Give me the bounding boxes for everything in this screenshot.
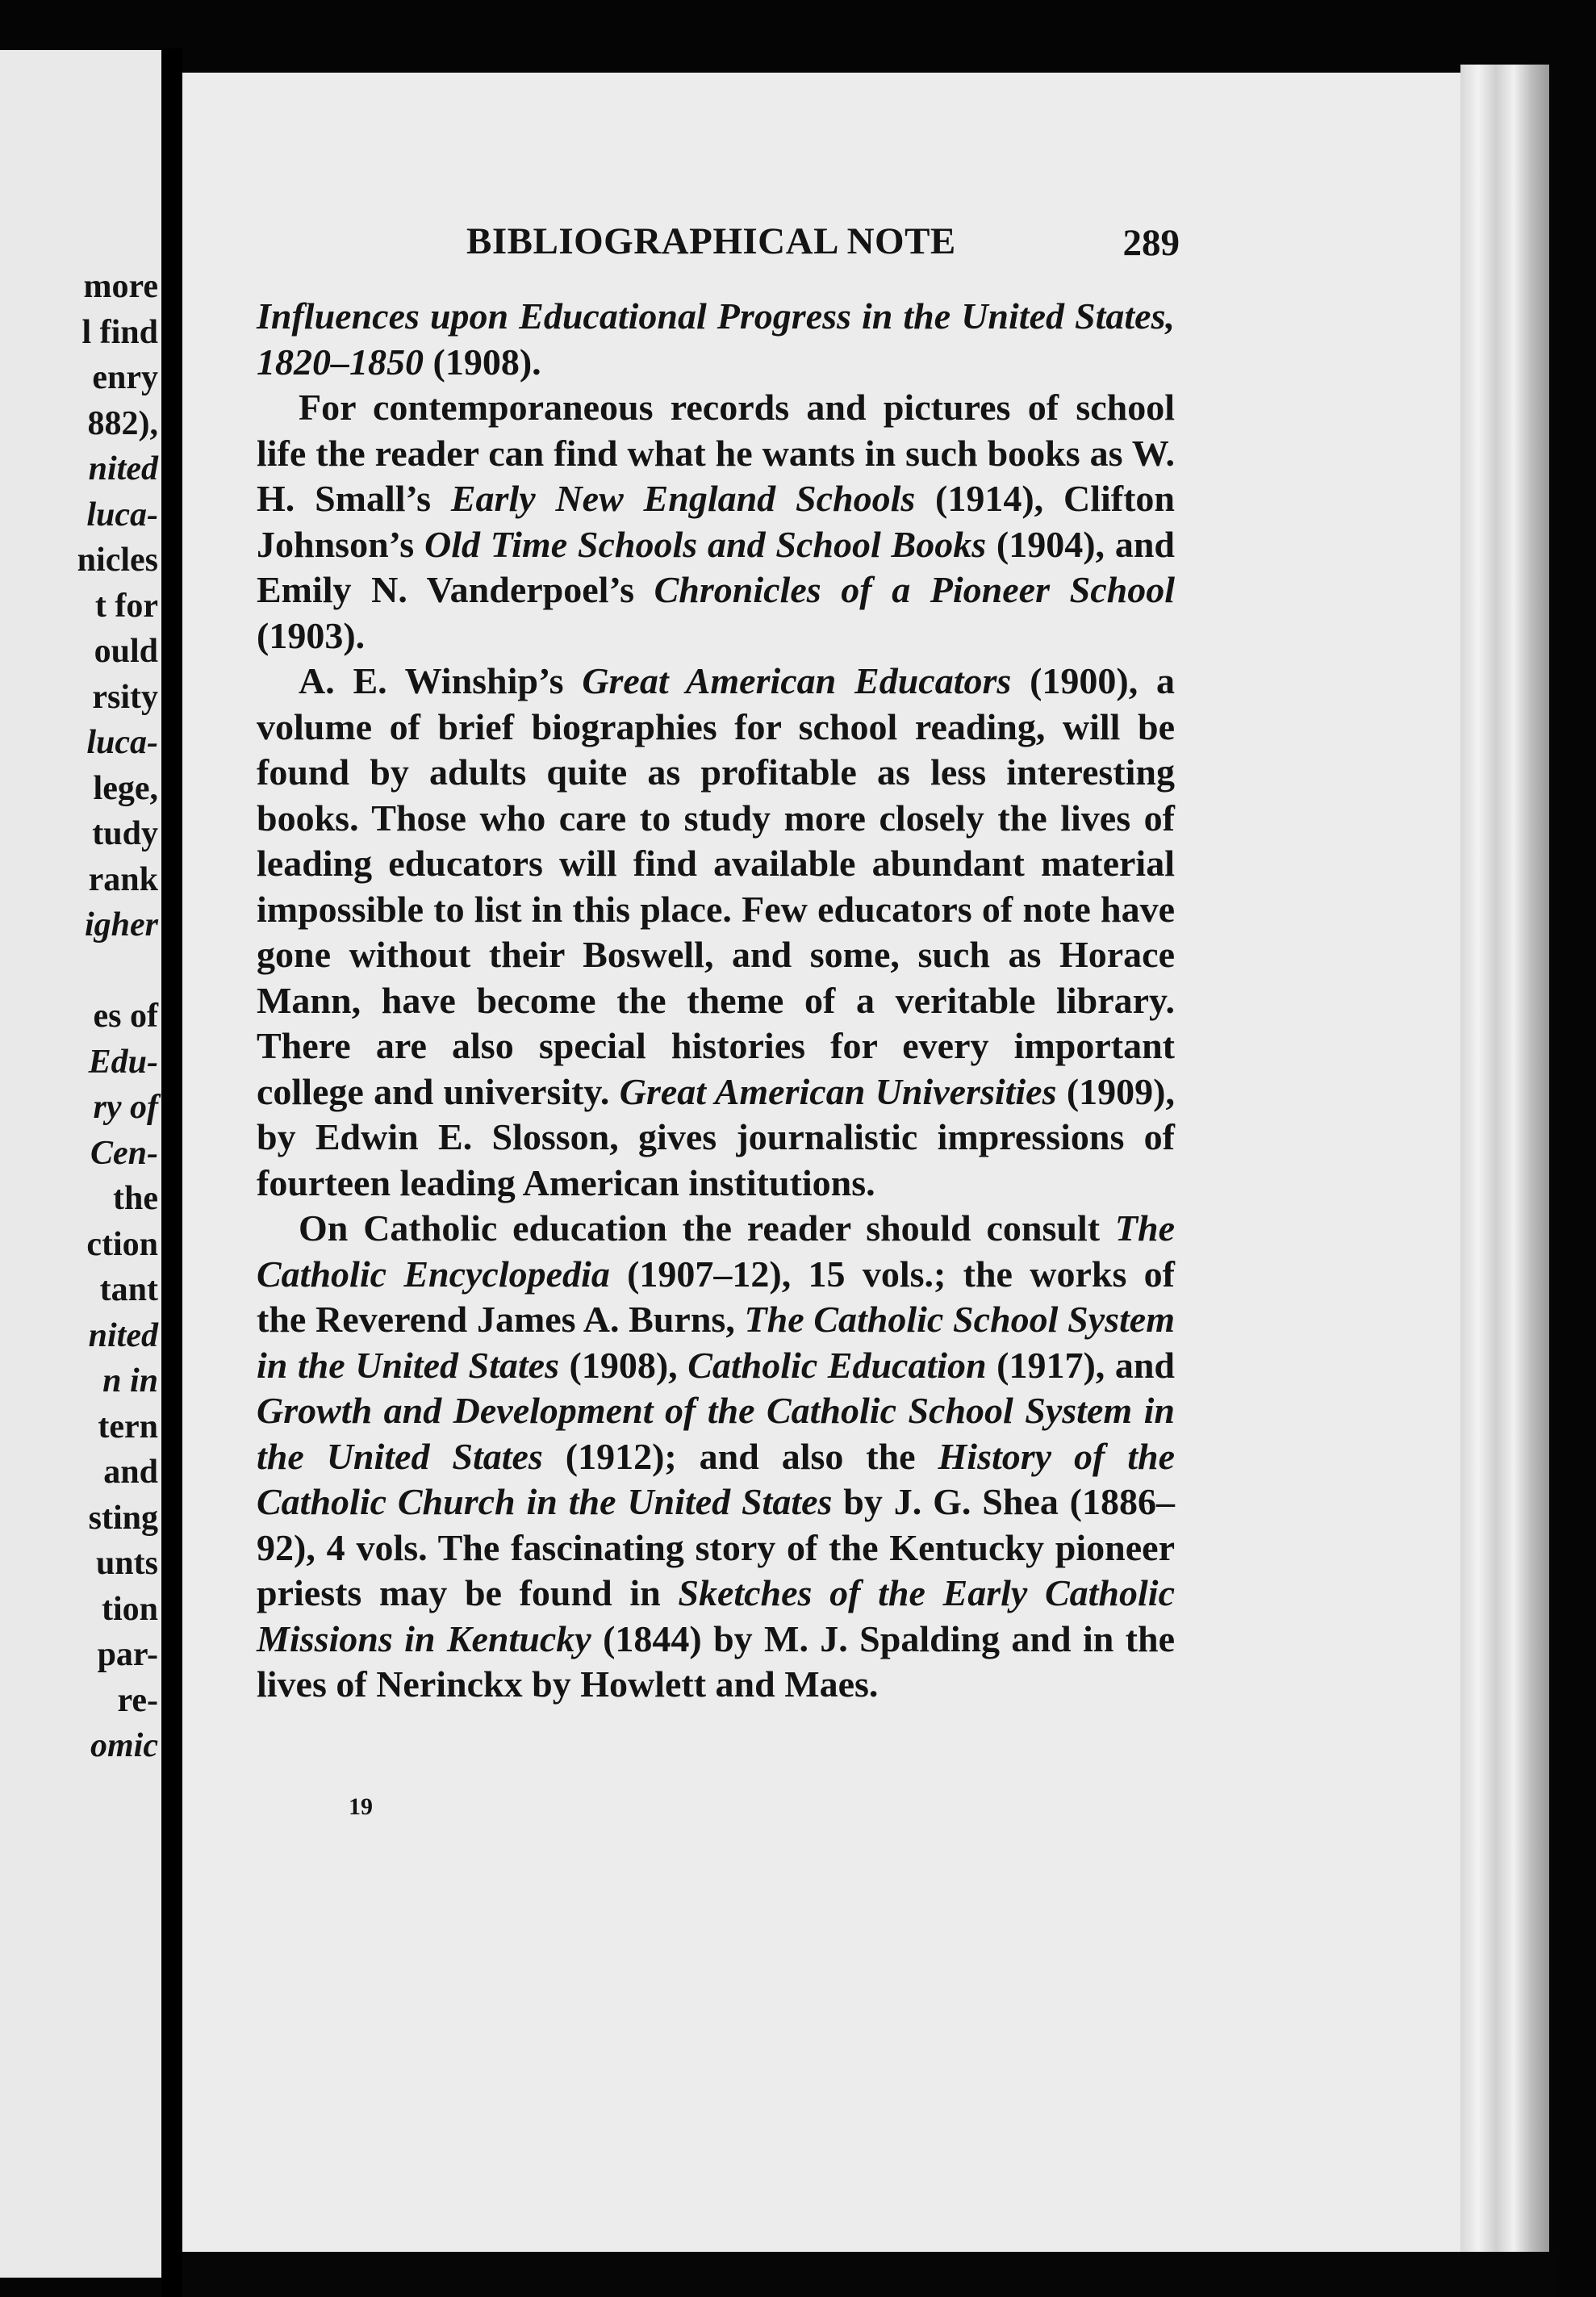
facing-page-line: tern — [98, 1408, 158, 1446]
facing-page-line: and — [103, 1454, 158, 1491]
facing-page-line: tant — [99, 1271, 158, 1308]
text-run: (1912); and also the — [542, 1435, 938, 1477]
text-run: (1903). — [257, 614, 366, 656]
facing-page-line: Edu- — [88, 1043, 158, 1081]
facing-page-line: l find — [81, 313, 158, 351]
text-run: On Catholic education the reader should consult — [299, 1207, 1115, 1249]
italic-title: The Catholic School System in the United States — [257, 1299, 1175, 1386]
facing-page-line: lege, — [93, 769, 158, 807]
facing-page-line: luca- — [86, 724, 158, 761]
facing-page-line: omic — [90, 1727, 158, 1764]
facing-page-line: nicles — [77, 542, 158, 579]
text-run: (1908), — [559, 1344, 688, 1386]
page-number: 289 — [1122, 222, 1180, 264]
facing-page-line: re- — [117, 1681, 158, 1719]
facing-page-line: luca- — [86, 496, 158, 533]
italic-title: Catholic Education — [687, 1344, 987, 1386]
paragraph — [257, 1206, 1175, 1708]
facing-page-line: par- — [97, 1636, 158, 1673]
scan-border — [182, 2252, 1554, 2297]
italic-title: The Catholic Encyclopedia — [257, 1207, 1175, 1295]
facing-page-line: unts — [95, 1545, 158, 1582]
italic-title: Old Time Schools and School Books — [424, 523, 987, 565]
italic-title: Early New England Schools — [450, 478, 916, 519]
italic-title: Influences upon Educational Progress in the United States, 1820–1850 — [257, 295, 1175, 383]
facing-page-line: the — [113, 1180, 158, 1217]
facing-page-fragment — [0, 50, 166, 2278]
text-run: (1917), and — [986, 1344, 1175, 1386]
italic-title: Great American Educators — [582, 660, 1012, 701]
text-run: (1904), and Emily N. Vanderpoel’s — [257, 523, 1175, 610]
facing-page-line — [77, 948, 158, 994]
facing-page-line: igher — [84, 906, 158, 943]
facing-page-line: rank — [88, 860, 158, 898]
italic-title: Sketches of the Early Catholic Missions in Kentucky — [257, 1572, 1175, 1659]
body-text — [257, 294, 1175, 1708]
facing-page-line: tion — [101, 1590, 158, 1628]
text-run: (1909), by Edwin E. Slosson, gives journalistic impressions of fourteen leading American institutions. — [257, 1070, 1175, 1203]
running-title: BIBLIOGRAPHICAL NOTE — [466, 220, 956, 262]
paragraph — [257, 659, 1175, 1206]
facing-page-line: ould — [94, 633, 158, 670]
facing-page-line: tudy — [92, 815, 158, 852]
facing-page-line: Cen- — [90, 1134, 158, 1172]
italic-title: Growth and Development of the Catholic School System in the United States — [257, 1390, 1175, 1477]
page-edges — [1460, 65, 1549, 2284]
facing-page-line: es of — [93, 998, 158, 1035]
book-gutter — [161, 48, 182, 2297]
facing-page-line: ction — [86, 1225, 158, 1263]
italic-title: Chronicles of a Pioneer School — [654, 569, 1175, 610]
paragraph — [257, 294, 1175, 385]
facing-page-line: more — [83, 268, 158, 305]
facing-page-line: sting — [88, 1499, 158, 1537]
text-run: A. E. Winship’s — [299, 660, 583, 701]
facing-page-line: n in — [102, 1362, 158, 1400]
text-run: (1908). — [424, 341, 541, 383]
facing-page-line: rsity — [92, 678, 158, 716]
italic-title: Great American Universities — [619, 1070, 1057, 1112]
paragraph — [257, 385, 1175, 659]
text-run: For contemporaneous records and pictures of school life the reader can find what he wants in such books as W. H. Small’s — [257, 387, 1175, 519]
facing-page-lines — [77, 264, 158, 1769]
page-header — [466, 220, 1180, 276]
text-run: (1900), a volume of brief biographies for school reading, will be found by adults quite as profitable as less interesting books. Those who care to study more closely the lives of leading educators will find available abundant material impossible to list in this place. Few educators of note have gone without their Boswell, and some, such as Horace Mann, have become the theme of a veritable library. There are also special histories for every important college and university. — [257, 660, 1176, 1112]
text-run: (1907–12), 15 vols.; the works of the Reverend James A. Burns, — [257, 1253, 1175, 1340]
facing-page-line: 882), — [87, 404, 158, 442]
facing-page-line: ry of — [93, 1089, 158, 1126]
facing-page-line: nited — [88, 1316, 158, 1354]
text-run: (1914), Clifton Johnson’s — [257, 478, 1175, 565]
facing-page-line: nited — [88, 450, 158, 487]
text-run: (1844) by M. J. Spalding and in the lives of Nerinckx by Howlett and Maes. — [257, 1617, 1175, 1705]
facing-page-line: t for — [94, 587, 158, 625]
text-run: by J. G. Shea (1886–92), 4 vols. The fascinating story of the Kentucky pioneer priests may be found in — [257, 1481, 1175, 1613]
italic-title: History of the Catholic Church in the United States — [257, 1435, 1175, 1522]
signature-mark: 19 — [349, 1793, 373, 1820]
facing-page-line: enry — [92, 359, 158, 396]
